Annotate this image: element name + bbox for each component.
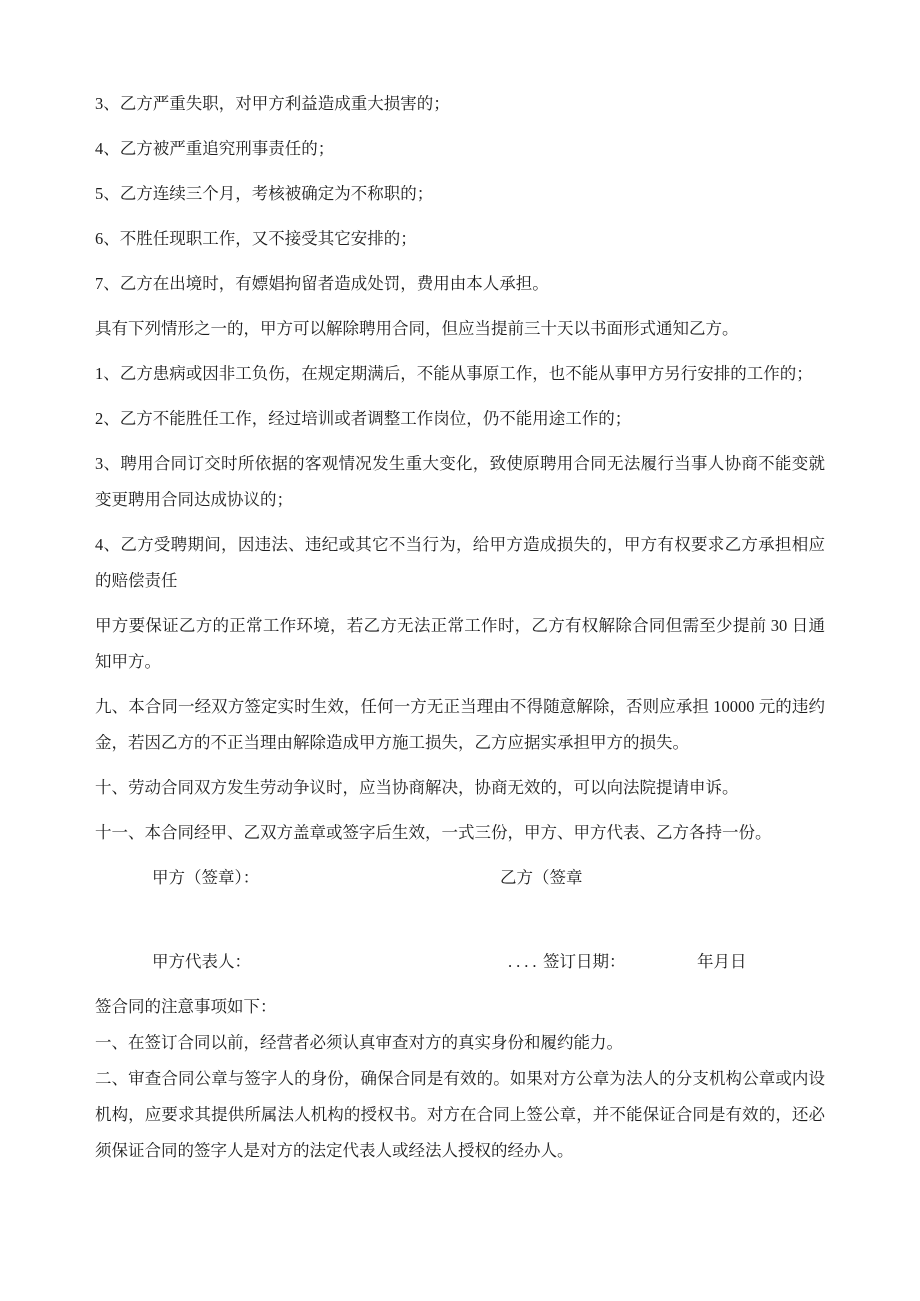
note-item-1: 一、在签订合同以前，经营者必须认真审查对方的真实身份和履约能力。: [95, 1033, 623, 1052]
sign-date-value: 年月日: [697, 952, 747, 971]
contract-item-4: 4、乙方受聘期间，因违法、违纪或其它不当行为，给甲方造成损失的，甲方有权要求乙方承担相应的赔偿责任: [95, 535, 825, 590]
party-b-seal-label: 乙方（签章: [500, 868, 583, 887]
contract-clause-work-env: 甲方要保证乙方的正常工作环境，若乙方无法正常工作时，乙方有权解除合同但需至少提前 30 日通知甲方。: [95, 616, 825, 671]
note-item-2: 二、审查合同公章与签字人的身份，确保合同是有效的。如果对方公章为法人的分支机构公章或内设机构，应要求其提供所属法人机构的授权书。对方在合同上签公章，并不能保证合同是有效的，还必须保证合同的签字人是对方的法定代表人或经法人授权的经办人。: [95, 1069, 825, 1160]
signature-seal-row: [95, 860, 825, 896]
sign-date-label: 签订日期：: [543, 952, 626, 971]
signature-rep-date-row: [95, 944, 825, 980]
contract-item-1: 1、乙方患病或因非工负伤，在规定期满后，不能从事原工作，也不能从事甲方另行安排的工作的；: [95, 364, 813, 383]
notes-title: 签合同的注意事项如下：: [95, 997, 277, 1016]
contract-clause-7: 7、乙方在出境时，有嫖娼拘留者造成处罚，费用由本人承担。: [95, 274, 549, 293]
contract-clause-10: 十、劳动合同双方发生劳动争议时，应当协商解决，协商无效的，可以向法院提请申诉。: [95, 778, 739, 797]
contract-clause-3: 3、乙方严重失职，对甲方利益造成重大损害的；: [95, 94, 450, 113]
contract-clause-5: 5、乙方连续三个月，考核被确定为不称职的；: [95, 184, 434, 203]
contract-clause-9: 九、本合同一经双方签定实时生效，任何一方无正当理由不得随意解除，否则应承担 10000 元的违约金，若因乙方的不正当理由解除造成甲方施工损失，乙方应据实承担甲方的损失。: [95, 697, 825, 752]
contract-clause-6: 6、不胜任现职工作，又不接受其它安排的；: [95, 229, 417, 248]
contract-item-3: 3、聘用合同订交时所依据的客观情况发生重大变化，致使原聘用合同无法履行当事人协商不能变就变更聘用合同达成协议的；: [95, 454, 825, 509]
contract-clause-4: 4、乙方被严重追究刑事责任的；: [95, 139, 335, 158]
party-a-seal-label: 甲方（签章）：: [152, 868, 260, 887]
contract-clause-11: 十一、本合同经甲、乙双方盖章或签字后生效，一式三份，甲方、甲方代表、乙方各持一份。: [95, 823, 772, 842]
contract-section-intro: 具有下列情形之一的，甲方可以解除聘用合同，但应当提前三十天以书面形式通知乙方。: [95, 319, 739, 338]
dots-placeholder: ....: [508, 952, 541, 971]
party-a-representative-label: 甲方代表人：: [152, 952, 251, 971]
contract-item-2: 2、乙方不能胜任工作，经过培训或者调整工作岗位，仍不能用途工作的；: [95, 409, 632, 428]
